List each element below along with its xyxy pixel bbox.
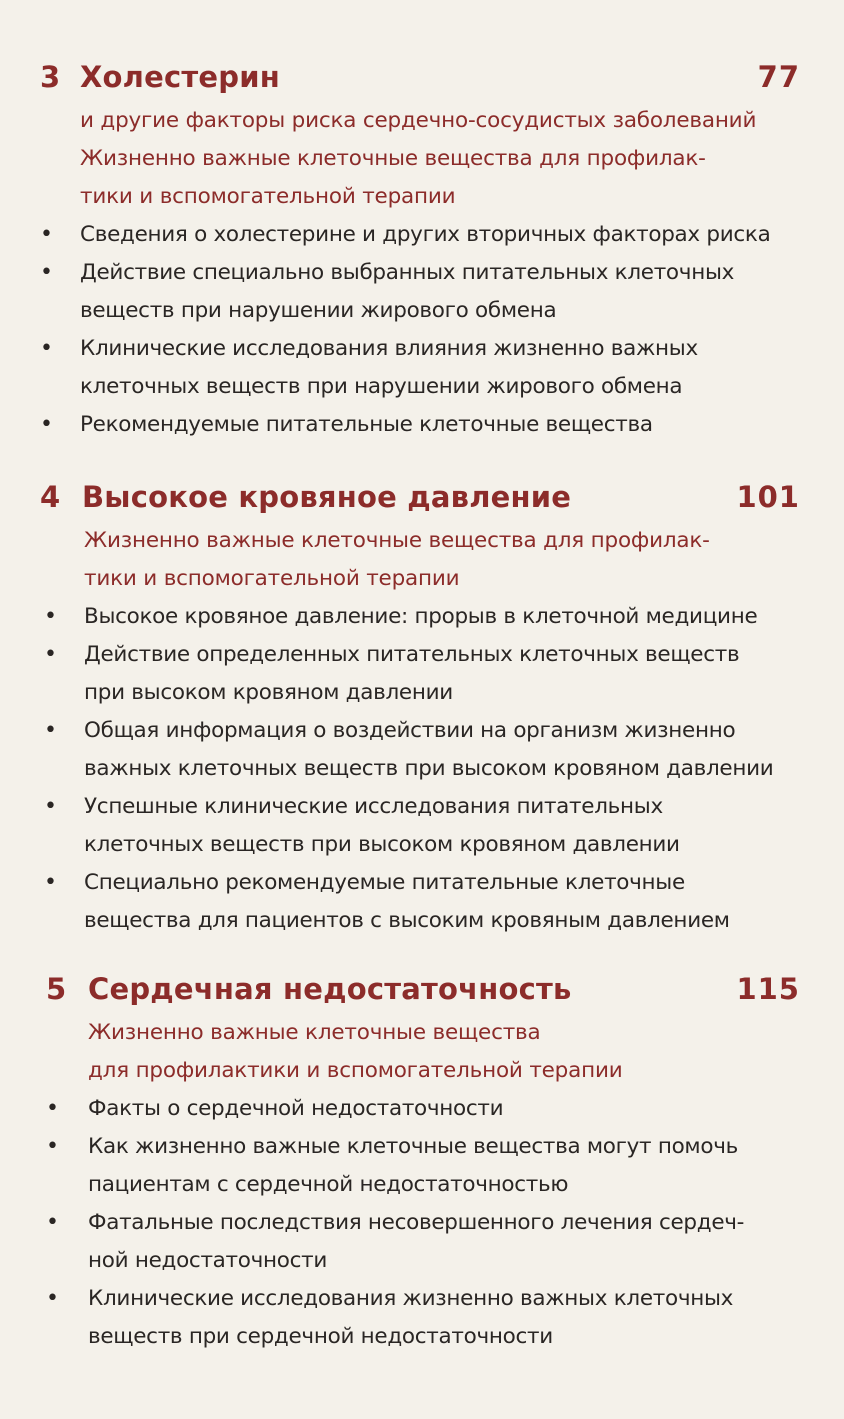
list-item xyxy=(0,406,844,444)
subtitle-line: тики и вспомогательной терапии xyxy=(84,566,460,591)
list-item-text: Как жизненно важные клеточные вещества могут помочь xyxy=(88,1134,738,1159)
bullet: • xyxy=(40,336,53,361)
chapter-header xyxy=(0,52,844,102)
list-item xyxy=(0,330,844,406)
subtitle-line: Жизненно важные клеточные вещества для профилак- xyxy=(84,528,710,553)
chapter-subtitle xyxy=(0,522,844,598)
list-item-text: Действие специально выбранных питательных клеточных xyxy=(80,260,735,285)
chapter-title: Холестерин xyxy=(80,60,280,94)
bullet: • xyxy=(44,794,57,819)
subtitle-line: для профилактики и вспомогательной терапии xyxy=(88,1058,623,1083)
list-item-text: Рекомендуемые питательные клеточные вещества xyxy=(80,412,653,437)
list-item-text: Общая информация о воздействии на организм жизненно xyxy=(84,718,736,743)
list-item-text: веществ при сердечной недостаточности xyxy=(88,1324,553,1349)
list-item-text: Сведения о холестерине и других вторичных факторах риска xyxy=(80,222,771,247)
list-item xyxy=(0,1128,844,1204)
list-item-text: клеточных веществ при высоком кровяном давлении xyxy=(84,832,680,857)
chapter-number: 3 xyxy=(40,60,61,94)
bullet: • xyxy=(40,412,53,437)
list-item-text: Успешные клинические исследования питательных xyxy=(84,794,663,819)
list-item xyxy=(0,1090,844,1128)
chapter-title: Сердечная недостаточность xyxy=(88,972,572,1006)
bullet: • xyxy=(46,1210,59,1235)
chapter-header xyxy=(0,472,844,522)
list-item xyxy=(0,1280,844,1356)
bullet: • xyxy=(44,604,57,629)
subtitle-line: и другие факторы риска сердечно-сосудистых заболеваний xyxy=(80,108,757,133)
list-item xyxy=(0,598,844,636)
bullet: • xyxy=(40,222,53,247)
list-item-text: Клинические исследования влияния жизненно важных xyxy=(80,336,698,361)
subtitle-line: Жизненно важные клеточные вещества для профилак- xyxy=(80,146,706,171)
list-item-text: при высоком кровяном давлении xyxy=(84,680,453,705)
list-item xyxy=(0,864,844,940)
bullet: • xyxy=(44,870,57,895)
chapter-number: 4 xyxy=(40,480,61,514)
subtitle-line: тики и вспомогательной терапии xyxy=(80,184,456,209)
list-item xyxy=(0,1204,844,1280)
chapter-5 xyxy=(0,964,844,1356)
chapter-subtitle xyxy=(0,1014,844,1090)
bullet: • xyxy=(46,1134,59,1159)
list-item-text: ной недостаточности xyxy=(88,1248,328,1273)
list-item-text: Специально рекомендуемые питательные клеточные xyxy=(84,870,685,895)
chapter-3 xyxy=(0,52,844,444)
topic-list xyxy=(0,598,844,940)
list-item-text: клеточных веществ при нарушении жирового обмена xyxy=(80,374,683,399)
chapter-page-number: 77 xyxy=(757,60,800,94)
topic-list xyxy=(0,1090,844,1356)
chapter-subtitle xyxy=(0,102,844,216)
list-item-text: Фатальные последствия несовершенного лечения сердеч- xyxy=(88,1210,745,1235)
topic-list xyxy=(0,216,844,444)
chapter-page-number: 101 xyxy=(736,480,800,514)
list-item xyxy=(0,636,844,712)
list-item-text: пациентам с сердечной недостаточностью xyxy=(88,1172,569,1197)
bullet: • xyxy=(40,260,53,285)
list-item xyxy=(0,788,844,864)
chapter-title: Высокое кровяное давление xyxy=(82,480,572,514)
list-item xyxy=(0,216,844,254)
subtitle-line: Жизненно важные клеточные вещества xyxy=(88,1020,541,1045)
list-item xyxy=(0,712,844,788)
chapter-number: 5 xyxy=(46,972,67,1006)
chapter-page-number: 115 xyxy=(736,972,800,1006)
list-item-text: вещества для пациентов с высоким кровяным давлением xyxy=(84,908,730,933)
bullet: • xyxy=(44,642,57,667)
list-item-text: важных клеточных веществ при высоком кровяном давлении xyxy=(84,756,774,781)
list-item-text: Факты о сердечной недостаточности xyxy=(88,1096,504,1121)
bullet: • xyxy=(46,1096,59,1121)
list-item-text: веществ при нарушении жирового обмена xyxy=(80,298,557,323)
bullet: • xyxy=(46,1286,59,1311)
list-item-text: Действие определенных питательных клеточных веществ xyxy=(84,642,740,667)
list-item-text: Клинические исследования жизненно важных клеточных xyxy=(88,1286,734,1311)
list-item-text: Высокое кровяное давление: прорыв в клеточной медицине xyxy=(84,604,758,629)
bullet: • xyxy=(44,718,57,743)
list-item xyxy=(0,254,844,330)
chapter-header xyxy=(0,964,844,1014)
chapter-4 xyxy=(0,472,844,940)
